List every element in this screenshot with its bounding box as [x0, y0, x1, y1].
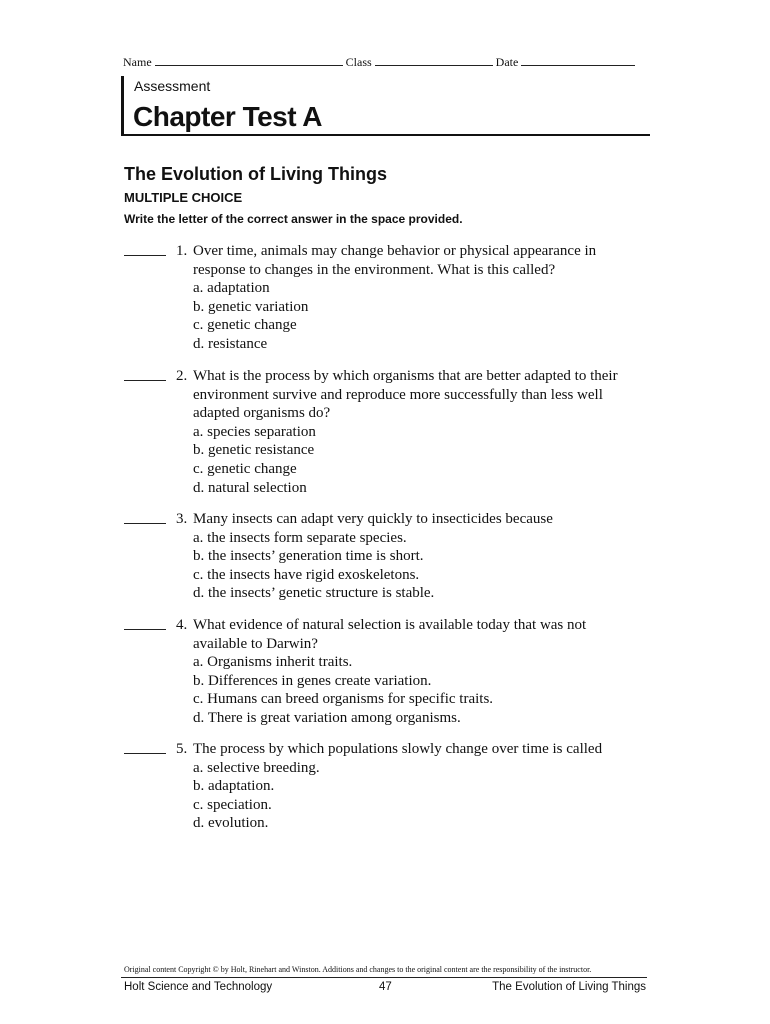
answer-blank[interactable]	[124, 523, 166, 524]
question-4	[124, 616, 654, 728]
question-number: 3.	[176, 511, 188, 527]
question-text: What is the process by which organisms that are better adapted to their	[193, 368, 618, 384]
answer-blank[interactable]	[124, 753, 166, 754]
option: d. natural selection	[193, 479, 307, 496]
option: b. the insects’ generation time is short.	[193, 548, 424, 565]
question-text: available to Darwin?	[193, 635, 318, 652]
question-text: response to changes in the environment. What is this called?	[193, 261, 556, 278]
section-label: MULTIPLE CHOICE	[124, 190, 243, 205]
class-label: Class	[345, 55, 372, 69]
question-text: adapted organisms do?	[193, 405, 331, 422]
question-text: Many insects can adapt very quickly to insecticides because	[193, 511, 553, 527]
page-number: 47	[379, 981, 392, 993]
option: c. genetic change	[193, 460, 297, 477]
question-text: environment survive and reproduce more successfully than less well	[193, 386, 603, 403]
footer-divider	[121, 977, 647, 978]
chapter-subtitle: The Evolution of Living Things	[124, 164, 387, 184]
question-2	[124, 367, 654, 497]
option: a. the insects form separate species.	[193, 529, 407, 546]
option: c. the insects have rigid exoskeletons.	[193, 566, 420, 583]
copyright-notice: Original content Copyright © by Holt, Rinehart and Winston. Additions and changes to the original content are the responsibility of the instructor.	[124, 965, 592, 974]
answer-blank[interactable]	[124, 380, 166, 381]
option: a. adaptation	[193, 280, 270, 297]
date-label: Date	[495, 55, 519, 69]
option: a. selective breeding.	[193, 759, 320, 776]
student-info-header	[123, 54, 643, 70]
name-field[interactable]	[155, 54, 343, 66]
option: d. the insects’ genetic structure is stable.	[193, 585, 435, 602]
question-text: What evidence of natural selection is available today that was not	[193, 617, 587, 633]
name-label: Name	[123, 55, 152, 69]
answer-blank[interactable]	[124, 629, 166, 630]
option: d. resistance	[193, 335, 268, 352]
question-1	[124, 242, 654, 354]
option: b. genetic variation	[193, 298, 309, 315]
date-field[interactable]	[521, 54, 635, 66]
footer-chapter: The Evolution of Living Things	[492, 981, 646, 993]
option: a. species separation	[193, 423, 316, 440]
option: c. genetic change	[193, 317, 297, 334]
question-text: The process by which populations slowly change over time is called	[193, 741, 603, 757]
question-number: 4.	[176, 617, 188, 633]
option: c. Humans can breed organisms for specific traits.	[193, 691, 494, 708]
footer-publisher: Holt Science and Technology	[124, 981, 273, 993]
class-field[interactable]	[375, 54, 493, 66]
option: c. speciation.	[193, 796, 272, 813]
question-number: 5.	[176, 741, 188, 757]
option: d. There is great variation among organisms.	[193, 709, 461, 726]
option: d. evolution.	[193, 815, 269, 832]
assessment-label: Assessment	[134, 78, 211, 94]
instructions: Write the letter of the correct answer in the space provided.	[124, 212, 463, 226]
question-5	[124, 740, 654, 833]
question-3	[124, 510, 654, 603]
answer-blank[interactable]	[124, 255, 166, 256]
option: b. adaptation.	[193, 778, 275, 795]
option: b. Differences in genes create variation.	[193, 672, 432, 689]
question-number: 1.	[176, 243, 188, 259]
question-text: Over time, animals may change behavior or physical appearance in	[193, 243, 597, 259]
option: b. genetic resistance	[193, 442, 315, 459]
option: a. Organisms inherit traits.	[193, 654, 353, 671]
page-title: Chapter Test A	[133, 101, 323, 132]
question-number: 2.	[176, 368, 188, 384]
